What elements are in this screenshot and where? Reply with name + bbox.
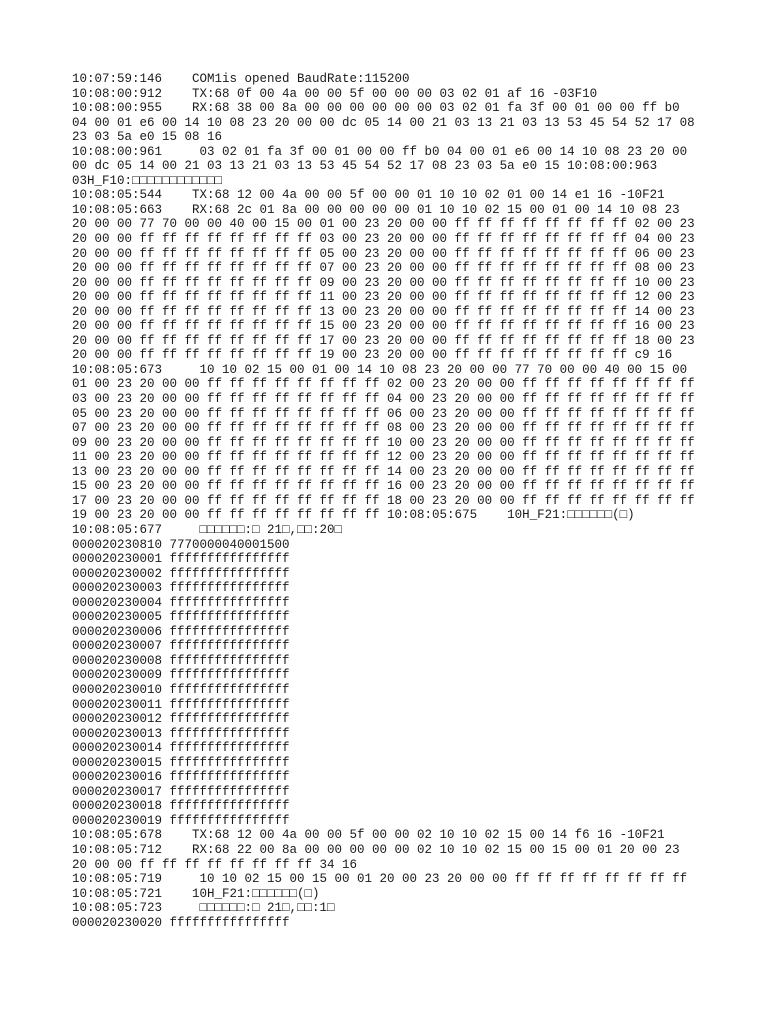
log-line: 000020230019 ffffffffffffffff xyxy=(72,813,290,828)
log-line: 000020230018 ffffffffffffffff xyxy=(72,799,290,814)
log-line: 000020230009 ffffffffffffffff xyxy=(72,668,290,683)
log-line: 000020230016 ffffffffffffffff xyxy=(72,770,290,785)
log-line: 000020230005 ffffffffffffffff xyxy=(72,610,290,625)
log-line: 20 00 00 ff ff ff ff ff ff ff ff 15 00 23 20 00 00 ff ff ff ff ff ff ff ff 16 00 23 xyxy=(72,319,695,334)
log-line: 10:08:05:673 10 10 02 15 00 01 00 14 10 08 23 20 00 00 77 70 00 00 40 00 15 00 xyxy=(72,362,688,377)
log-line: 04 00 01 e6 00 14 10 08 23 20 00 00 dc 05 14 00 21 03 13 21 03 13 53 45 54 52 17 08 xyxy=(72,115,695,130)
log-line: 000020230014 ffffffffffffffff xyxy=(72,741,290,756)
log-line: 20 00 00 ff ff ff ff ff ff ff ff 07 00 23 20 00 00 ff ff ff ff ff ff ff ff 08 00 23 xyxy=(72,261,695,276)
log-line: 07 00 23 20 00 00 ff ff ff ff ff ff ff ff 08 00 23 20 00 00 ff ff ff ff ff ff ff ff xyxy=(72,421,695,436)
log-line: 13 00 23 20 00 00 ff ff ff ff ff ff ff ff 14 00 23 20 00 00 ff ff ff ff ff ff ff ff xyxy=(72,464,695,479)
log-line: 000020230012 ffffffffffffffff xyxy=(72,712,290,727)
log-line: 000020230010 ffffffffffffffff xyxy=(72,682,290,697)
log-line: 20 00 00 ff ff ff ff ff ff ff ff 17 00 23 20 00 00 ff ff ff ff ff ff ff ff 18 00 23 xyxy=(72,333,695,348)
log-line: 19 00 23 20 00 00 ff ff ff ff ff ff ff ff 10:08:05:675 10H_F21:□□□□□□(□) xyxy=(72,508,635,523)
log-line: 000020230015 ffffffffffffffff xyxy=(72,755,290,770)
log-line: 10:08:05:719 10 10 02 15 00 15 00 01 20 00 23 20 00 00 ff ff ff ff ff ff ff ff xyxy=(72,872,688,887)
log-line: 20 00 00 ff ff ff ff ff ff ff ff 03 00 23 20 00 00 ff ff ff ff ff ff ff ff 04 00 23 xyxy=(72,232,695,247)
log-line: 10:08:00:912 TX:68 0f 00 4a 00 00 5f 00 00 00 03 02 01 af 16 -03F10 xyxy=(72,86,598,101)
log-line: 000020230002 ffffffffffffffff xyxy=(72,566,290,581)
log-line: 03H_F10:□□□□□□□□□□□□ xyxy=(72,173,223,188)
log-line: 20 00 00 77 70 00 00 40 00 15 00 01 00 23 20 00 00 ff ff ff ff ff ff ff ff 02 00 23 xyxy=(72,217,695,232)
log-line: 20 00 00 ff ff ff ff ff ff ff ff 13 00 23 20 00 00 ff ff ff ff ff ff ff ff 14 00 23 xyxy=(72,304,695,319)
log-line: 09 00 23 20 00 00 ff ff ff ff ff ff ff ff 10 00 23 20 00 00 ff ff ff ff ff ff ff ff xyxy=(72,435,695,450)
log-line: 15 00 23 20 00 00 ff ff ff ff ff ff ff ff 16 00 23 20 00 00 ff ff ff ff ff ff ff ff xyxy=(72,479,695,494)
log-line: 17 00 23 20 00 00 ff ff ff ff ff ff ff ff 18 00 23 20 00 00 ff ff ff ff ff ff ff ff xyxy=(72,493,695,508)
log-line: 10:08:05:677 □□□□□□:□ 21□,□□:20□ xyxy=(72,522,343,537)
log-line: 000020230017 ffffffffffffffff xyxy=(72,784,290,799)
log-line: 10:08:05:721 10H_F21:□□□□□□(□) xyxy=(72,886,320,901)
log-line: 10:08:05:544 TX:68 12 00 4a 00 00 5f 00 00 01 10 10 02 01 00 14 e1 16 -10F21 xyxy=(72,188,665,203)
log-line: 000020230810 7770000040001500 xyxy=(72,537,290,552)
log-line: 10:08:05:663 RX:68 2c 01 8a 00 00 00 00 00 01 10 10 02 15 00 01 00 14 10 08 23 xyxy=(72,202,680,217)
log-line: 000020230001 ffffffffffffffff xyxy=(72,552,290,567)
log-line: 01 00 23 20 00 00 ff ff ff ff ff ff ff ff 02 00 23 20 00 00 ff ff ff ff ff ff ff ff xyxy=(72,377,695,392)
log-line: 00 dc 05 14 00 21 03 13 21 03 13 53 45 54 52 17 08 23 03 5a e0 15 10:08:00:963 xyxy=(72,159,658,174)
log-line: 000020230007 ffffffffffffffff xyxy=(72,639,290,654)
log-line: 10:08:05:678 TX:68 12 00 4a 00 00 5f 00 00 02 10 10 02 15 00 14 f6 16 -10F21 xyxy=(72,828,665,843)
log-line: 03 00 23 20 00 00 ff ff ff ff ff ff ff ff 04 00 23 20 00 00 ff ff ff ff ff ff ff ff xyxy=(72,392,695,407)
log-line: 23 03 5a e0 15 08 16 xyxy=(72,130,223,145)
log-line: 11 00 23 20 00 00 ff ff ff ff ff ff ff ff 12 00 23 20 00 00 ff ff ff ff ff ff ff ff xyxy=(72,450,695,465)
log-line: 000020230003 ffffffffffffffff xyxy=(72,581,290,596)
log-line: 10:08:05:712 RX:68 22 00 8a 00 00 00 00 00 02 10 10 02 15 00 15 00 01 20 00 23 xyxy=(72,842,680,857)
log-line: 20 00 00 ff ff ff ff ff ff ff ff 34 16 xyxy=(72,857,358,872)
log-line: 000020230008 ffffffffffffffff xyxy=(72,653,290,668)
log-line: 10:08:00:961 03 02 01 fa 3f 00 01 00 00 ff b0 04 00 01 e6 00 14 10 08 23 20 00 xyxy=(72,144,688,159)
log-line: 20 00 00 ff ff ff ff ff ff ff ff 11 00 23 20 00 00 ff ff ff ff ff ff ff ff 12 00 23 xyxy=(72,290,695,305)
log-line: 000020230006 ffffffffffffffff xyxy=(72,624,290,639)
log-line: 10:08:00:955 RX:68 38 00 8a 00 00 00 00 00 00 03 02 01 fa 3f 00 01 00 00 ff b0 xyxy=(72,101,680,116)
log-line: 000020230004 ffffffffffffffff xyxy=(72,595,290,610)
log-line: 000020230020 ffffffffffffffff xyxy=(72,915,290,930)
log-line: 10:07:59:146 COM1is opened BaudRate:115200 xyxy=(72,72,410,86)
log-line: 000020230013 ffffffffffffffff xyxy=(72,726,290,741)
log-line: 20 00 00 ff ff ff ff ff ff ff ff 09 00 23 20 00 00 ff ff ff ff ff ff ff ff 10 00 23 xyxy=(72,275,695,290)
log-line: 000020230011 ffffffffffffffff xyxy=(72,697,290,712)
log-line: 20 00 00 ff ff ff ff ff ff ff ff 05 00 23 20 00 00 ff ff ff ff ff ff ff ff 06 00 23 xyxy=(72,246,695,261)
log-line: 10:08:05:723 □□□□□□:□ 21□,□□:1□ xyxy=(72,901,335,916)
serial-log xyxy=(72,72,702,930)
log-line: 05 00 23 20 00 00 ff ff ff ff ff ff ff ff 06 00 23 20 00 00 ff ff ff ff ff ff ff ff xyxy=(72,406,695,421)
log-line: 20 00 00 ff ff ff ff ff ff ff ff 19 00 23 20 00 00 ff ff ff ff ff ff ff ff c9 16 xyxy=(72,348,673,363)
